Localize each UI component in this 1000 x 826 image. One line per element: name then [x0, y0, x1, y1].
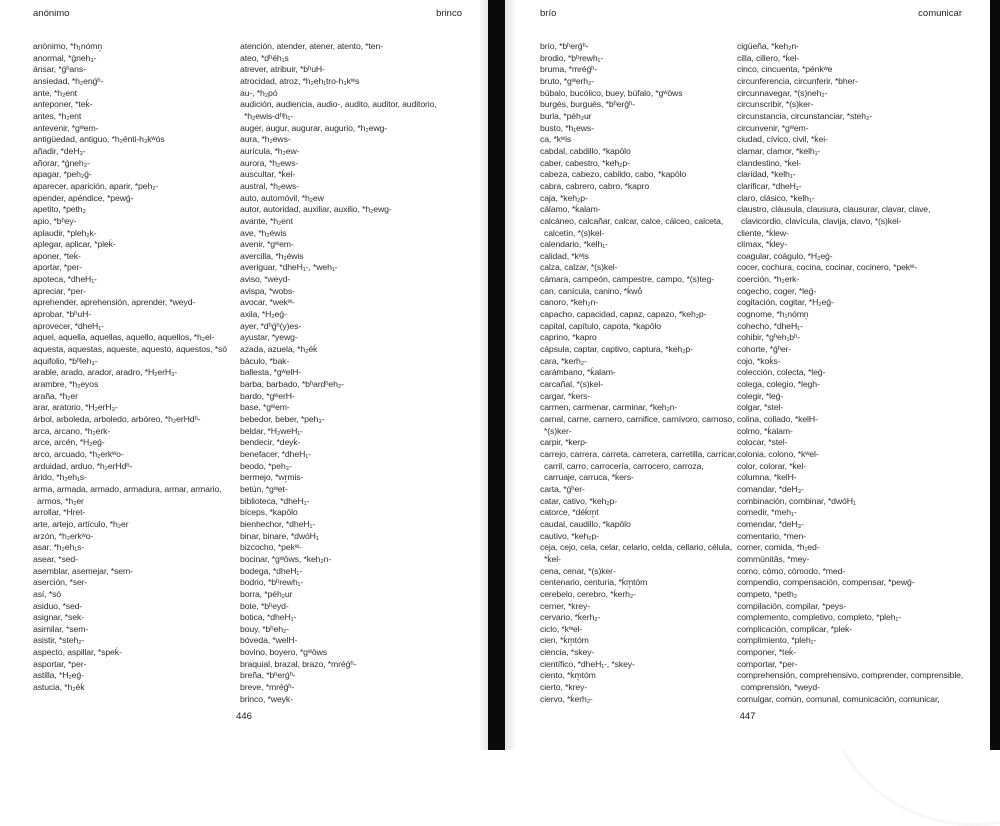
- dictionary-entry: circunstancia, circunstanciar, *steh₂-: [737, 110, 872, 121]
- dictionary-entry: comulgar, común, comunal, comunicación, comunicar,: [737, 693, 940, 704]
- dictionary-entry: avispa, *wobs-: [240, 285, 295, 296]
- dictionary-entry: complicación, complicar, *pleḱ-: [737, 623, 853, 634]
- dictionary-entry: breve, *mréǵʰ-: [240, 682, 295, 693]
- dictionary-entry: carnal, carne, carnero, carnifice, carnívoro, carnoso, *(s)ker-: [540, 414, 735, 436]
- dictionary-entry: arce, arcén, *H₂eǵ-: [33, 437, 105, 448]
- dictionary-entry: búbalo, bucólico, buey, búfalo, *gʷōws: [540, 87, 683, 98]
- dictionary-entry: aprehender, aprehensión, aprender, *weyd-: [33, 297, 196, 308]
- dictionary-entry: coagular, coágulo, *H₂eǵ-: [737, 250, 833, 261]
- dictionary-entry: circunscribir, *(s)ker-: [737, 99, 814, 110]
- dictionary-entry: bodega, *dheH₁-: [240, 565, 302, 576]
- dictionary-entry: aplaudir, *pleh₂k-: [33, 227, 97, 238]
- dictionary-entry: carrejo, carrera, carreta, carretera, carretilla, carricar, carril, carro, carrocería, carrocero, carroza, carruaje, carruca, *ḱers-: [540, 448, 737, 483]
- dictionary-entry: complemento, completivo, completo, *pleh₁-: [737, 612, 901, 623]
- dictionary-entry: cojo, *koḱs-: [737, 355, 781, 366]
- dictionary-page-446: [0, 0, 488, 750]
- dictionary-entry: arte, artejo, artículo, *h₂er: [33, 518, 129, 529]
- dictionary-entry: apio, *bʰey-: [33, 215, 77, 226]
- dictionary-entry: auger, augur, augurar, augurio, *h₂ewg-: [240, 122, 387, 133]
- dictionary-entry: arduidad, arduo, *h₂erHdʰ-: [33, 460, 133, 471]
- dictionary-entry: cena, cenar, *(s)ker-: [540, 565, 616, 576]
- dictionary-entry: ca, *kʷis: [540, 134, 572, 145]
- dictionary-entry: comer, comida, *h₁ed-: [737, 542, 820, 553]
- dictionary-entry: cautivo, *keh₂p-: [540, 530, 599, 541]
- dictionary-entry: compilación, compilar, *peys-: [737, 600, 847, 611]
- dictionary-entry: claridad, *kelh₁-: [737, 169, 796, 180]
- dictionary-entry: colina, collado, *kelH-: [737, 414, 818, 424]
- dictionary-entry: ballesta, *gʷelH-: [240, 367, 302, 378]
- page-gutter-band: [488, 0, 505, 750]
- dictionary-entry: caprino, *kapro: [540, 332, 597, 343]
- dictionary-entry: coerción, *h₂erk-: [737, 274, 800, 285]
- dictionary-entry: cabra, cabrero, cabro, *kapro: [540, 180, 650, 191]
- dictionary-entry: apagar, *peh₂ǵ-: [33, 169, 92, 180]
- dictionary-entry: calza, calzar, *(s)kel-: [540, 262, 618, 273]
- dictionary-entry: audición, audiencia, audio-, audito, auditor, auditorio, *h₂ewis-dʰh₁-: [240, 99, 437, 121]
- dictionary-entry: asignar, *sek-: [33, 612, 84, 623]
- dictionary-entry: autor, autoridad, auxiliar, auxilio, *h₂ewg-: [240, 204, 392, 215]
- dictionary-entry: añadir, *deH₃-: [33, 145, 86, 156]
- dictionary-entry: aquifolio, *bʰleh₃-: [33, 355, 98, 366]
- dictionary-entry: atención, atender, atener, atento, *ten-: [240, 41, 383, 51]
- dictionary-entry: cognome, *h₁nómn̥: [737, 309, 809, 320]
- dictionary-entry: cohecho, *dheH₁-: [737, 320, 803, 331]
- dictionary-entry: cogitación, cogitar, *H₂eǵ-: [737, 297, 834, 308]
- guide-word-right: brinco: [436, 8, 462, 19]
- dictionary-entry: bruma, *mréǵʰ-: [540, 64, 598, 75]
- dictionary-entry: cápsula, captar, captivo, captura, *keh₂p-: [540, 344, 693, 355]
- dictionary-entry: anónimo, *h₁nómn̥: [33, 41, 103, 51]
- dictionary-entry: asistir, *steh₂-: [33, 635, 85, 646]
- dictionary-entry: cierto, *krey-: [540, 682, 588, 693]
- dictionary-entry: avercilla, *h₂éwis: [240, 250, 304, 261]
- dictionary-entry: brodio, *bʰrewh₁-: [540, 52, 604, 63]
- dictionary-entry: comandar, *deH₃-: [737, 483, 804, 494]
- dictionary-entry: ciervo, *ḱerh₂-: [540, 693, 593, 704]
- guide-word-left: brío: [540, 8, 557, 19]
- dictionary-entry: cohibir, *gʰeh₁bʰ-: [737, 332, 800, 343]
- dictionary-entry: aviso, *weyd-: [240, 274, 291, 285]
- dictionary-entry: arable, arado, arador, aradro, *H₂erH₃-: [33, 367, 178, 378]
- dictionary-entry: bote, *bʰeyd-: [240, 600, 289, 611]
- dictionary-entry: bóveda, *welH-: [240, 635, 298, 646]
- dictionary-entry: comportar, *per-: [737, 658, 798, 669]
- edge-band: [990, 0, 1000, 750]
- dictionary-entry: capital, capítulo, capota, *kapōlo: [540, 320, 662, 331]
- page-number: 447: [739, 711, 756, 722]
- dictionary-entry: carcañal, *(s)kel-: [540, 379, 604, 390]
- dictionary-entry: aportar, *per-: [33, 262, 83, 273]
- dictionary-entry: ansiedad, *h₂enǵʰ-: [33, 75, 104, 86]
- dictionary-entry: caudal, caudillo, *kapōlo: [540, 518, 631, 529]
- dictionary-entry: botica, *dheH₁-: [240, 612, 297, 623]
- dictionary-entry: aurora, *h₂ews-: [240, 157, 299, 168]
- dictionary-entry: aquesta, aquestas, aqueste, aquesto, aquestos, *só: [33, 344, 227, 355]
- dictionary-entry: averiguar, *dheH₁-, *weh₁-: [240, 262, 338, 273]
- dictionary-entry: breña, *bʰerǵʰ-: [240, 670, 296, 681]
- dictionary-entry: base, *gʷem-: [240, 402, 290, 413]
- dictionary-entry: anteponer, *teḱ-: [33, 99, 93, 110]
- dictionary-entry: binar, binare, *dwóH₁: [240, 530, 319, 541]
- dictionary-entry: bodrio, *bʰrewh₁-: [240, 577, 304, 588]
- dictionary-entry: ciudad, cívico, civil, *ḱei-: [737, 134, 828, 145]
- dictionary-entry: avenir, *gʷem-: [240, 239, 294, 250]
- dictionary-entry: atrocidad, atroz, *h₂eh₁tro-h₃kʷs: [240, 75, 360, 86]
- dictionary-entry: colonia, colono, *kʷel-: [737, 448, 819, 459]
- dictionary-entry: circunvenir, *gʷem-: [737, 122, 809, 133]
- dictionary-entry: científico, *dheH₁-, *skey-: [540, 658, 635, 669]
- dictionary-entry: atrever, atribuir, *bʰuH-: [240, 64, 325, 75]
- dictionary-entry: betún, *gʷet-: [240, 483, 288, 494]
- dictionary-entry: bizcocho, *pekʷ-: [240, 542, 302, 553]
- dictionary-entry: biblioteca, *dheH₁-: [240, 495, 310, 506]
- entry-column: [540, 41, 738, 705]
- dictionary-entry: arca, arcano, *h₂erk-: [33, 425, 111, 436]
- dictionary-entry: centenario, centuria, *ḱm̥tóm: [540, 577, 648, 588]
- dictionary-entry: bebedor, beber, *peh₃-: [240, 414, 325, 424]
- dictionary-entry: apreciar, *per-: [33, 285, 86, 296]
- dictionary-entry: asportar, *per-: [33, 658, 87, 669]
- dictionary-entry: bienhechor, *dheH₁-: [240, 518, 316, 529]
- dictionary-entry: bouy, *bʰeh₂-: [240, 623, 289, 634]
- dictionary-entry: arrollar, *Hret-: [33, 507, 86, 518]
- dictionary-entry: cabeza, cabezo, cabildo, cabo, *kapōlo: [540, 169, 687, 180]
- dictionary-entry: aspecto, aspillar, *speḱ-: [33, 647, 122, 658]
- dictionary-entry: arco, arcuado, *h₂erkʷo-: [33, 448, 124, 459]
- dictionary-entry: aponer, *teḱ-: [33, 250, 81, 261]
- dictionary-entry: avante, *h₂ent: [240, 215, 293, 226]
- dictionary-entry: comprehensión, comprehensivo, comprender, comprensible, comprensión, *weyd-: [737, 670, 964, 693]
- dictionary-entry: cilla, cillero, *ḱel-: [737, 52, 800, 63]
- dictionary-entry: bovino, boyero, *gʷōws: [240, 647, 328, 658]
- dictionary-entry: brío, *bʰerǵʰ-: [540, 41, 589, 51]
- dictionary-entry: añorar, *ǵneh₃-: [33, 157, 90, 168]
- dictionary-entry: asiduo, *sed-: [33, 600, 83, 611]
- dictionary-entry: comendar, *deH₃-: [737, 518, 804, 529]
- dictionary-entry: auscultar, *ḱel-: [240, 169, 296, 180]
- dictionary-entry: beldar, *H₂weH₁-: [240, 425, 303, 436]
- dictionary-entry: axila, *H₂eǵ-: [240, 309, 287, 320]
- dictionary-entry: aura, *h₂ews-: [240, 134, 291, 145]
- dictionary-entry: cerebelo, cerebro, *ḱerh₂-: [540, 588, 636, 599]
- dictionary-entry: cliente, *ḱlew-: [737, 227, 789, 238]
- page-number: 446: [236, 711, 252, 722]
- dictionary-entry: apetito, *peth₂: [33, 204, 86, 215]
- dictionary-entry: brinco, *weyk-: [240, 693, 293, 704]
- dictionary-entry: claro, clásico, *kelh₁-: [737, 192, 815, 203]
- dictionary-entry: color, colorar, *ḱel-: [737, 460, 806, 471]
- dictionary-entry: ánsar, *ǵʰans-: [33, 64, 86, 75]
- dictionary-entry: carpir, *kerp-: [540, 437, 588, 448]
- guide-word-right: comunicar: [918, 8, 962, 19]
- dictionary-entry: comedir, *meh₁-: [737, 507, 797, 518]
- dictionary-entry: ante, *h₂ent: [33, 87, 77, 98]
- dictionary-entry: antevenir, *gʷem-: [33, 122, 99, 133]
- dictionary-entry: capacho, capacidad, capaz, capazo, *keh₂p-: [540, 309, 707, 320]
- dictionary-entry: aserción, *ser-: [33, 577, 88, 588]
- dictionary-entry: astilla, *H₂eǵ-: [33, 670, 84, 681]
- dictionary-entry: cerner, *krey-: [540, 600, 590, 611]
- dictionary-entry: busto, *h₁ews-: [540, 122, 594, 133]
- dictionary-entry: aparecer, aparición, aparir, *peh₂-: [33, 180, 159, 191]
- page-gutter-shadow: [505, 0, 517, 750]
- dictionary-entry: aprobar, *bʰuH-: [33, 309, 92, 320]
- dictionary-entry: cohorte, *ǵʰer-: [737, 344, 792, 355]
- dictionary-entry: arma, armada, armado, armadura, armar, armario, armos, *h₂er: [33, 483, 222, 506]
- dictionary-entry: cargar, *ḱers-: [540, 390, 590, 401]
- dictionary-entry: calcáneo, calcañar, calcar, calce, cálceo, calceta, calcetín, *(s)kel-: [540, 215, 724, 238]
- dictionary-entry: bruto, *gʷerh₂-: [540, 75, 595, 86]
- dictionary-entry: arambre, *h₂eyos: [33, 379, 99, 390]
- dictionary-entry: apoteca, *dheH₁-: [33, 274, 97, 285]
- dictionary-entry: ave, *h₂éwis: [240, 227, 287, 238]
- dictionary-entry: benefacer, *dheH₁-: [240, 448, 311, 459]
- dictionary-entry: cabdal, cabdillo, *kapōlo: [540, 145, 631, 156]
- entry-column: [737, 41, 967, 705]
- dictionary-entry: bíceps, *kapōlo: [240, 507, 298, 518]
- dictionary-entry: clamar, clamor, *kelh₁-: [737, 145, 821, 156]
- dictionary-entry: can, canícula, canino, *ḱwṓ: [540, 285, 643, 296]
- dictionary-entry: calendario, *kelh₁-: [540, 239, 608, 250]
- dictionary-entry: competo, *peth₂: [737, 588, 798, 599]
- dictionary-entry: catar, cativo, *keh₂p-: [540, 495, 618, 506]
- dictionary-entry: braquial, brazal, brazo, *mréǵʰ-: [240, 658, 357, 669]
- dictionary-entry: comentario, *men-: [737, 530, 806, 541]
- dictionary-entry: bocinar, *gʷōws, *keh₂n-: [240, 553, 332, 564]
- dictionary-entry: báculo, *bak-: [240, 355, 290, 366]
- dictionary-entry: ciencia, *skey-: [540, 647, 595, 658]
- dictionary-entry: auto, automóvil, *h₂ew: [240, 192, 324, 203]
- dictionary-entry: apender, apéndice, *pewǵ-: [33, 192, 134, 203]
- dictionary-entry: aurícula, *h₂ew-: [240, 145, 300, 156]
- dictionary-entry: caber, cabestro, *keh₂p-: [540, 157, 630, 168]
- dictionary-entry: circunferencia, circunferir, *bher-: [737, 75, 858, 86]
- dictionary-entry: aprovecer, *dheH₁-: [33, 320, 104, 331]
- dictionary-entry: azada, azuela, *h₂éḱ: [240, 344, 318, 355]
- dictionary-entry: beodo, *peh₃-: [240, 460, 292, 471]
- dictionary-entry: carta, *ǵʰer-: [540, 483, 585, 494]
- dictionary-entry: combinación, combinar, *dwóH₁: [737, 495, 856, 506]
- dictionary-entry: clímax, *ḱley-: [737, 239, 787, 250]
- dictionary-entry: clandestino, *ḱel-: [737, 157, 801, 168]
- dictionary-entry: canoro, *keh₂n-: [540, 297, 599, 308]
- page-gutter-shadow: [478, 0, 488, 750]
- dictionary-entry: antes, *h₂ent: [33, 110, 82, 121]
- dictionary-entry: colegir, *leǵ-: [737, 390, 784, 401]
- dictionary-entry: cálamo, *ḱalam-: [540, 204, 601, 215]
- dictionary-entry: ayustar, *yewg-: [240, 332, 298, 343]
- dictionary-entry: cara, *kerh₂-: [540, 355, 587, 366]
- dictionary-entry: burgés, burgués, *bʰerǵʰ-: [540, 99, 635, 110]
- dictionary-entry: arzón, *h₂erkʷo-: [33, 530, 94, 541]
- dictionary-entry: como, cómo, cómodo, *med-: [737, 565, 846, 576]
- dictionary-entry: colmo, *ḱalam-: [737, 425, 793, 436]
- dictionary-page-447: [505, 0, 990, 750]
- dictionary-entry: bendecir, *deyḱ-: [240, 437, 301, 448]
- dictionary-entry: austral, *h₂ews-: [240, 180, 299, 191]
- dictionary-entry: bardo, *gʷerH-: [240, 390, 295, 401]
- dictionary-entry: cámara, campeón, campestre, campo, *(s)teg-: [540, 274, 714, 285]
- entry-column: [240, 41, 464, 705]
- dictionary-entry: astucia, *h₂éḱ: [33, 682, 85, 693]
- dictionary-entry: burla, *péh₂ur: [540, 110, 592, 121]
- dictionary-entry: aplegar, aplicar, *pleḱ-: [33, 239, 116, 250]
- dictionary-entry: ceja, cejo, cela, celar, celario, celda, cellario, célula, *ḱel-: [540, 542, 732, 564]
- dictionary-entry: complimiento, *pleh₁-: [737, 635, 817, 646]
- entry-column: [33, 41, 235, 694]
- dictionary-entry: araña, *h₂er: [33, 390, 78, 401]
- dictionary-entry: colocar, *stel-: [737, 437, 788, 448]
- dictionary-entry: carámbano, *ḱalam-: [540, 367, 616, 378]
- dictionary-entry: cigüeña, *keh₂n-: [737, 41, 799, 51]
- guide-word-left: anónimo: [33, 8, 70, 19]
- dictionary-entry: calidad, *kʷis: [540, 250, 589, 261]
- dictionary-entry: avocar, *wekʷ-: [240, 297, 295, 308]
- dictionary-entry: caja, *keh₂p-: [540, 192, 588, 203]
- dictionary-entry: asear, *sed-: [33, 553, 78, 564]
- dictionary-entry: catorce, *déḱm̥t: [540, 507, 599, 518]
- dictionary-entry: árbol, arboleda, arboledo, arbóreo, *h₂erHdʰ-: [33, 414, 201, 424]
- dictionary-entry: asemblar, asemejar, *sem-: [33, 565, 133, 576]
- dictionary-entry: circunnavegar, *(s)neh₂-: [737, 87, 828, 98]
- dictionary-entry: au-, *h₂pó: [240, 87, 278, 98]
- dictionary-entry: arar, aratorio, *H₂erH₃-: [33, 402, 118, 413]
- dictionary-entry: cocer, cochura, cocina, cocinar, cocinero, *pekʷ-: [737, 262, 917, 273]
- dictionary-entry: aquel, aquella, aquellas, aquello, aquellos, *h₂el-: [33, 332, 215, 343]
- dictionary-entry: bermejo, *wr̥mis-: [240, 472, 304, 483]
- dictionary-entry: asimilar, *sem-: [33, 623, 89, 634]
- dictionary-entry: componer, *teḱ-: [737, 647, 797, 658]
- dictionary-entry: cinco, cincuenta, *pénkʷe: [737, 64, 833, 75]
- dictionary-entry: columna, *kelH-: [737, 472, 797, 483]
- dictionary-entry: commūnitās, *mey-: [737, 553, 810, 564]
- dictionary-entry: cogecho, coger, *leǵ-: [737, 285, 817, 296]
- dictionary-entry: barba, barbado, *bʰardʰeh₂-: [240, 379, 344, 390]
- dictionary-entry: compendio, compensación, compensar, *pewǵ-: [737, 577, 915, 588]
- dictionary-entry: ateo, *dʰéh₁s: [240, 52, 289, 63]
- dictionary-entry: así, *só: [33, 588, 62, 599]
- dictionary-entry: anormal, *ǵneh₃-: [33, 52, 97, 63]
- dictionary-entry: ciclo, *kʷel-: [540, 623, 583, 634]
- dictionary-entry: colección, colecta, *leǵ-: [737, 367, 826, 378]
- dictionary-entry: cien, *ḱm̥tóm: [540, 635, 589, 646]
- dictionary-entry: borra, *péh₂ur: [240, 588, 293, 599]
- dictionary-entry: ayer, *dʰǵʰ(y)es-: [240, 320, 302, 331]
- dictionary-entry: claustro, cláusula, clausura, clausurar, clavar, clave, clavicordio, clavícula, clavija, clavo, *(s)kel-: [737, 204, 931, 226]
- dictionary-entry: asar, *h₂eh₁s-: [33, 542, 84, 553]
- dictionary-entry: cervario, *ḱerh₂-: [540, 612, 601, 623]
- dictionary-entry: árido, *h₂eh₁s-: [33, 472, 87, 483]
- dictionary-entry: colega, colegio, *legh-: [737, 379, 820, 390]
- dictionary-entry: antigüedad, antiguo, *h₂énti-h₃kʷós: [33, 134, 165, 145]
- dictionary-entry: carmen, carmenar, carminar, *keh₂n-: [540, 402, 678, 413]
- dictionary-entry: clarificar, *dheH₁-: [737, 180, 802, 191]
- dictionary-entry: ciento, *ḱm̥tóm: [540, 670, 596, 681]
- dictionary-entry: colgar, *stel-: [737, 402, 784, 413]
